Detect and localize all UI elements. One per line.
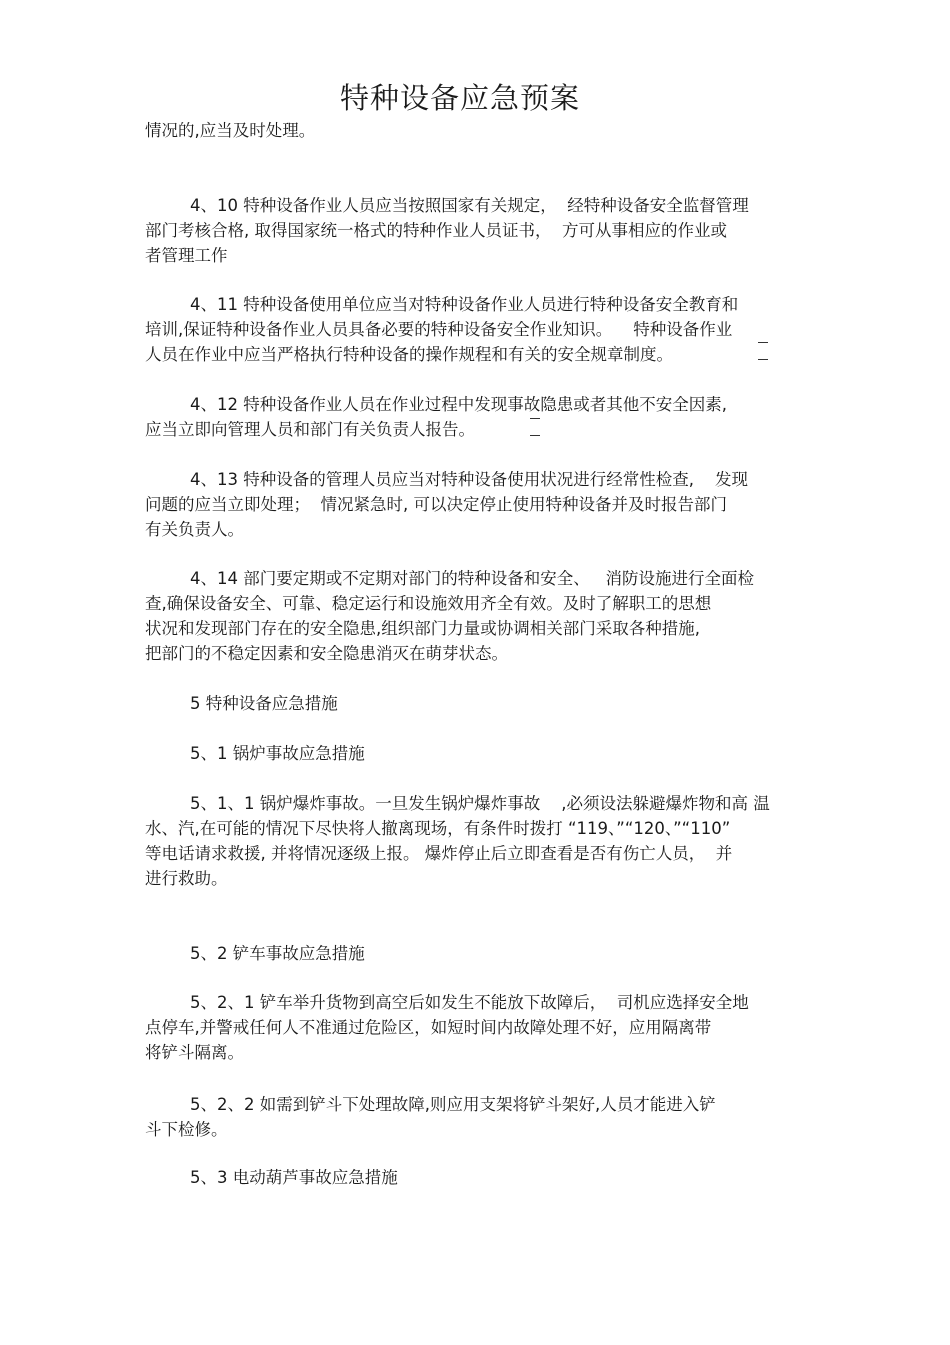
text-line: 4、10 特种设备作业人员应当按照国家有关规定， 经特种设备安全监督管理	[190, 196, 749, 215]
text-line: 4、13 特种设备的管理人员应当对特种设备使用状况进行经常性检查, 发现	[190, 470, 748, 489]
text-line: 5、1、1 锅炉爆炸事故。一旦发生锅炉爆炸事故 ,必须设法躲避爆炸物和高 温	[190, 794, 770, 813]
paragraph-4-13	[145, 467, 835, 542]
paragraph-4-14	[145, 566, 835, 666]
paragraph-5-1-1	[145, 791, 835, 891]
text-line: 部门考核合格, 取得国家统一格式的特种作业人员证书， 方可从事相应的作业或	[145, 221, 727, 240]
text-line: 有关负责人。	[145, 520, 244, 539]
text-line: 4、14 部门要定期或不定期对部门的特种设备和安全、 消防设施进行全面检	[190, 569, 754, 588]
text-line: 把部门的不稳定因素和安全隐患消灭在萌芽状态。	[145, 644, 508, 663]
document-title: 特种设备应急预案	[339, 81, 580, 115]
text-line: 将铲斗隔离。	[145, 1043, 244, 1062]
paragraph-4-11	[145, 292, 835, 367]
text-line: 4、11 特种设备使用单位应当对特种设备作业人员进行特种设备安全教育和	[190, 295, 739, 314]
paragraph-5-2-1	[145, 990, 835, 1065]
text-line: 培训,保证特种设备作业人员具备必要的特种设备安全作业知识。 特种设备作业	[145, 320, 733, 339]
text-line: 者管理工作	[145, 246, 228, 265]
revision-mark	[758, 342, 768, 360]
text-line: 5、3 电动葫芦事故应急措施	[190, 1168, 398, 1187]
paragraph-4-12	[145, 392, 835, 442]
text-line: 应当立即向管理人员和部门有关负责人报告。	[145, 420, 475, 439]
text-line: 斗下检修。	[145, 1120, 228, 1139]
text-line: 人员在作业中应当严格执行特种设备的操作规程和有关的安全规章制度。	[145, 345, 673, 364]
paragraph-continuation	[145, 118, 835, 143]
text-line: 查,确保设备安全、可靠、稳定运行和设施效用齐全有效。及时了解职工的思想	[145, 594, 712, 613]
text-line: 情况的,应当及时处理。	[145, 121, 316, 140]
section-heading-5	[145, 691, 835, 716]
text-line: 进行救助。	[145, 869, 228, 888]
text-line: 点停车,并警戒任何人不准通过危险区，如短时间内故障处理不好，应用隔离带	[145, 1018, 712, 1037]
text-line: 5、2 铲车事故应急措施	[190, 944, 365, 963]
paragraph-5-2-2	[145, 1092, 835, 1142]
revision-mark	[530, 418, 540, 436]
text-line: 5、2、2 如需到铲斗下处理故障,则应用支架将铲斗架好,人员才能进入铲	[190, 1095, 716, 1114]
text-line: 水、汽,在可能的情况下尽快将人撤离现场，有条件时拨打 “119、”“120、”“110”	[145, 819, 731, 838]
section-heading-5-2	[145, 941, 835, 966]
paragraph-4-10	[145, 193, 835, 268]
text-line: 状况和发现部门存在的安全隐患,组织部门力量或协调相关部门采取各种措施,	[145, 619, 700, 638]
text-line: 5 特种设备应急措施	[190, 694, 338, 713]
section-heading-5-1	[145, 741, 835, 766]
section-heading-5-3	[145, 1165, 835, 1190]
text-line: 问题的应当立即处理； 情况紧急时, 可以决定停止使用特种设备并及时报告部门	[145, 495, 727, 514]
text-line: 5、1 锅炉事故应急措施	[190, 744, 365, 763]
text-line: 5、2、1 铲车举升货物到高空后如发生不能放下故障后， 司机应选择安全地	[190, 993, 749, 1012]
text-line: 4、12 特种设备作业人员在作业过程中发现事故隐患或者其他不安全因素,	[190, 395, 727, 414]
text-line: 等电话请求救援, 并将情况逐级上报。 爆炸停止后立即查看是否有伤亡人员， 并	[145, 844, 733, 863]
